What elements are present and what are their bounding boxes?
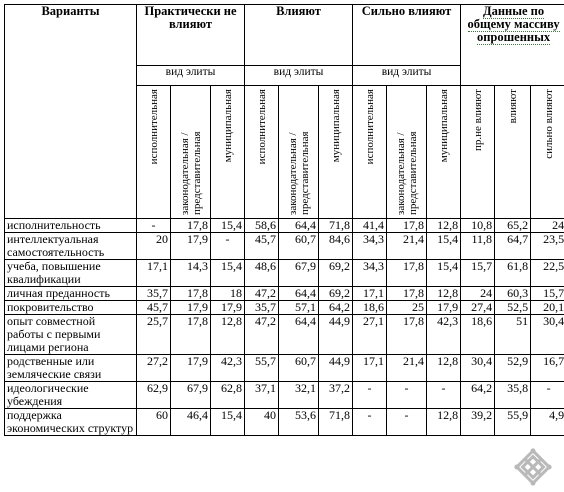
subheader-mun: муниципальная xyxy=(437,89,450,163)
table-cell: 20,1 xyxy=(531,301,564,315)
table-cell: - xyxy=(387,409,427,436)
table-cell: 34,3 xyxy=(353,233,387,260)
table-cell: 22,5 xyxy=(531,260,564,287)
row-label: учеба, повышение квалификации xyxy=(5,260,137,287)
table-cell: 12,8 xyxy=(211,315,245,355)
table-cell: 4,9 xyxy=(531,409,564,436)
table-cell: 51 xyxy=(495,315,531,355)
table-cell: 34,3 xyxy=(353,260,387,287)
table-cell: 52,5 xyxy=(495,301,531,315)
group-strong-influence-header: Сильно влияют xyxy=(353,5,461,66)
table-cell: 17,9 xyxy=(171,233,211,260)
subheader-mun: муниципальная xyxy=(221,89,234,163)
table-cell: 21,4 xyxy=(387,233,427,260)
overall-data-header xyxy=(461,5,564,86)
table-row xyxy=(5,219,564,233)
table-cell: - xyxy=(211,233,245,260)
subheader-leg: законодательная / представительная xyxy=(286,131,311,215)
table-cell: 16,7 xyxy=(531,355,564,382)
table-cell: 48,6 xyxy=(245,260,279,287)
table-cell: 21,4 xyxy=(387,355,427,382)
table-cell: 27,2 xyxy=(137,355,171,382)
table-cell: 17,9 xyxy=(427,301,461,315)
table-cell: 53,6 xyxy=(279,409,319,436)
subheader-cell xyxy=(279,86,319,219)
table-cell: 11,8 xyxy=(461,233,495,260)
table-cell: 64,4 xyxy=(279,315,319,355)
subheader-cell xyxy=(461,86,495,219)
table-cell: 71,8 xyxy=(319,409,353,436)
table-cell: 15,7 xyxy=(531,287,564,301)
table-cell: 47,2 xyxy=(245,315,279,355)
table-cell: 35,7 xyxy=(137,287,171,301)
table-cell: 17,1 xyxy=(353,355,387,382)
table-cell: - xyxy=(427,382,461,409)
subheader-cell xyxy=(387,86,427,219)
table-cell: 60 xyxy=(137,409,171,436)
table-cell: 44,9 xyxy=(319,315,353,355)
subheader-total-inf: влияют xyxy=(506,89,519,124)
table-cell: 46,4 xyxy=(171,409,211,436)
table-cell: 17,8 xyxy=(171,287,211,301)
table-cell: - xyxy=(387,382,427,409)
results-table xyxy=(4,4,564,436)
subheader-exec: исполнительная xyxy=(255,89,268,165)
table-row xyxy=(5,287,564,301)
table-cell: 61,8 xyxy=(495,260,531,287)
table-row xyxy=(5,233,564,260)
group-influence-header: Влияют xyxy=(245,5,353,66)
table-cell: 17,8 xyxy=(387,315,427,355)
row-label: личная преданность xyxy=(5,287,137,301)
table-row xyxy=(5,409,564,436)
table-cell: 10,8 xyxy=(461,219,495,233)
table-cell: 42,3 xyxy=(211,355,245,382)
table-cell: 67,9 xyxy=(171,382,211,409)
subheader-cell xyxy=(353,86,387,219)
table-body xyxy=(5,219,564,436)
subheader-cell xyxy=(427,86,461,219)
table-cell: 35,8 xyxy=(495,382,531,409)
subheader-total-strong: сильно влияют xyxy=(542,89,555,159)
table-cell: 64,2 xyxy=(461,382,495,409)
table-cell: 14,3 xyxy=(171,260,211,287)
subheader-cell xyxy=(319,86,353,219)
table-cell: 12,8 xyxy=(427,287,461,301)
table-cell: 18,6 xyxy=(353,301,387,315)
row-label: идеологические убеждения xyxy=(5,382,137,409)
table-cell: 69,2 xyxy=(319,260,353,287)
table-cell: 69,2 xyxy=(319,287,353,301)
table-row xyxy=(5,301,564,315)
table-cell: 30,4 xyxy=(531,315,564,355)
row-label: исполнительность xyxy=(5,219,137,233)
table-cell: 35,7 xyxy=(245,301,279,315)
subheader-leg: законодательная / представительная xyxy=(394,131,419,215)
table-cell: 18,6 xyxy=(461,315,495,355)
table-cell: 64,7 xyxy=(495,233,531,260)
table-cell: - xyxy=(353,382,387,409)
table-cell: 17,8 xyxy=(387,287,427,301)
table-cell: 60,3 xyxy=(495,287,531,301)
table-cell: 17,8 xyxy=(387,260,427,287)
table-cell: 55,7 xyxy=(245,355,279,382)
table-cell: - xyxy=(353,409,387,436)
table-cell: 12,8 xyxy=(427,219,461,233)
table-cell: 17,1 xyxy=(353,287,387,301)
elite-type-header-1: вид элиты xyxy=(137,66,245,86)
subheader-cell xyxy=(531,86,564,219)
elite-type-header-2: вид элиты xyxy=(245,66,353,86)
subheader-cell xyxy=(137,86,171,219)
row-label: интеллектуальная самостоятельность xyxy=(5,233,137,260)
table-cell: 47,2 xyxy=(245,287,279,301)
table-cell: 52,9 xyxy=(495,355,531,382)
table-row xyxy=(5,260,564,287)
table-cell: - xyxy=(137,219,171,233)
table-cell: 25 xyxy=(387,301,427,315)
table-row xyxy=(5,382,564,409)
table-row xyxy=(5,315,564,355)
table-cell: 71,8 xyxy=(319,219,353,233)
endless-knot-icon xyxy=(514,448,552,486)
subheader-mun: муниципальная xyxy=(329,89,342,163)
subheader-cell xyxy=(245,86,279,219)
table-cell: 23,5 xyxy=(531,233,564,260)
table-cell: 12,8 xyxy=(427,409,461,436)
table-cell: 12,8 xyxy=(427,355,461,382)
table-cell: 65,2 xyxy=(495,219,531,233)
table-cell: 60,7 xyxy=(279,355,319,382)
table-cell: 62,9 xyxy=(137,382,171,409)
table-cell: 25,7 xyxy=(137,315,171,355)
table-cell: 58,6 xyxy=(245,219,279,233)
subheader-total-not: пр.не влияют xyxy=(471,89,484,152)
table-cell: 24 xyxy=(461,287,495,301)
table-cell: 42,3 xyxy=(427,315,461,355)
variants-header: Варианты xyxy=(5,5,137,219)
table-cell: 20 xyxy=(137,233,171,260)
table-cell: 45,7 xyxy=(245,233,279,260)
table-cell: 17,1 xyxy=(137,260,171,287)
table-row xyxy=(5,355,564,382)
table-cell: 60,7 xyxy=(279,233,319,260)
table-cell: 64,2 xyxy=(319,301,353,315)
table-cell: 17,9 xyxy=(171,301,211,315)
table-cell: 27,1 xyxy=(353,315,387,355)
table-cell: 18 xyxy=(211,287,245,301)
table-cell: 32,1 xyxy=(279,382,319,409)
table-cell: 15,4 xyxy=(211,409,245,436)
group-not-influence-header: Практически не влияют xyxy=(137,5,245,66)
table-cell: 15,4 xyxy=(427,233,461,260)
table-cell: 64,4 xyxy=(279,219,319,233)
table-cell: 24 xyxy=(531,219,564,233)
subheader-exec: исполнительная xyxy=(363,89,376,165)
table-cell: 55,9 xyxy=(495,409,531,436)
table-cell: 57,1 xyxy=(279,301,319,315)
table-cell: 17,8 xyxy=(171,315,211,355)
table-cell: 44,9 xyxy=(319,355,353,382)
table-cell: 37,1 xyxy=(245,382,279,409)
table-cell: 15,4 xyxy=(211,219,245,233)
table-cell: 39,2 xyxy=(461,409,495,436)
subheader-cell xyxy=(495,86,531,219)
overall-data-label: Данные по общему массиву опрошенных xyxy=(467,4,560,44)
row-label: поддержка экономических структур xyxy=(5,409,137,436)
row-label: покровительство xyxy=(5,301,137,315)
table-cell: 62,8 xyxy=(211,382,245,409)
subheader-cell xyxy=(211,86,245,219)
table-cell: 45,7 xyxy=(137,301,171,315)
table-cell: 17,9 xyxy=(171,355,211,382)
table-cell: 17,8 xyxy=(171,219,211,233)
table-cell: 64,4 xyxy=(279,287,319,301)
subheader-cell xyxy=(171,86,211,219)
row-label: опыт совместной работы с первыми лицами региона xyxy=(5,315,137,355)
subheader-exec: исполнительная xyxy=(147,89,160,165)
table-cell: 30,4 xyxy=(461,355,495,382)
table-cell: 17,8 xyxy=(387,219,427,233)
elite-type-header-3: вид элиты xyxy=(353,66,461,86)
table-cell: 15,4 xyxy=(427,260,461,287)
row-label: родственные или земляческие связи xyxy=(5,355,137,382)
table-cell: 37,2 xyxy=(319,382,353,409)
table-cell: - xyxy=(531,382,564,409)
table-cell: 15,7 xyxy=(461,260,495,287)
table-cell: 84,6 xyxy=(319,233,353,260)
subheader-leg: законодательная / представительная xyxy=(178,131,203,215)
table-cell: 27,4 xyxy=(461,301,495,315)
table-cell: 67,9 xyxy=(279,260,319,287)
table-cell: 17,9 xyxy=(211,301,245,315)
table-cell: 41,4 xyxy=(353,219,387,233)
table-cell: 40 xyxy=(245,409,279,436)
table-cell: 15,4 xyxy=(211,260,245,287)
